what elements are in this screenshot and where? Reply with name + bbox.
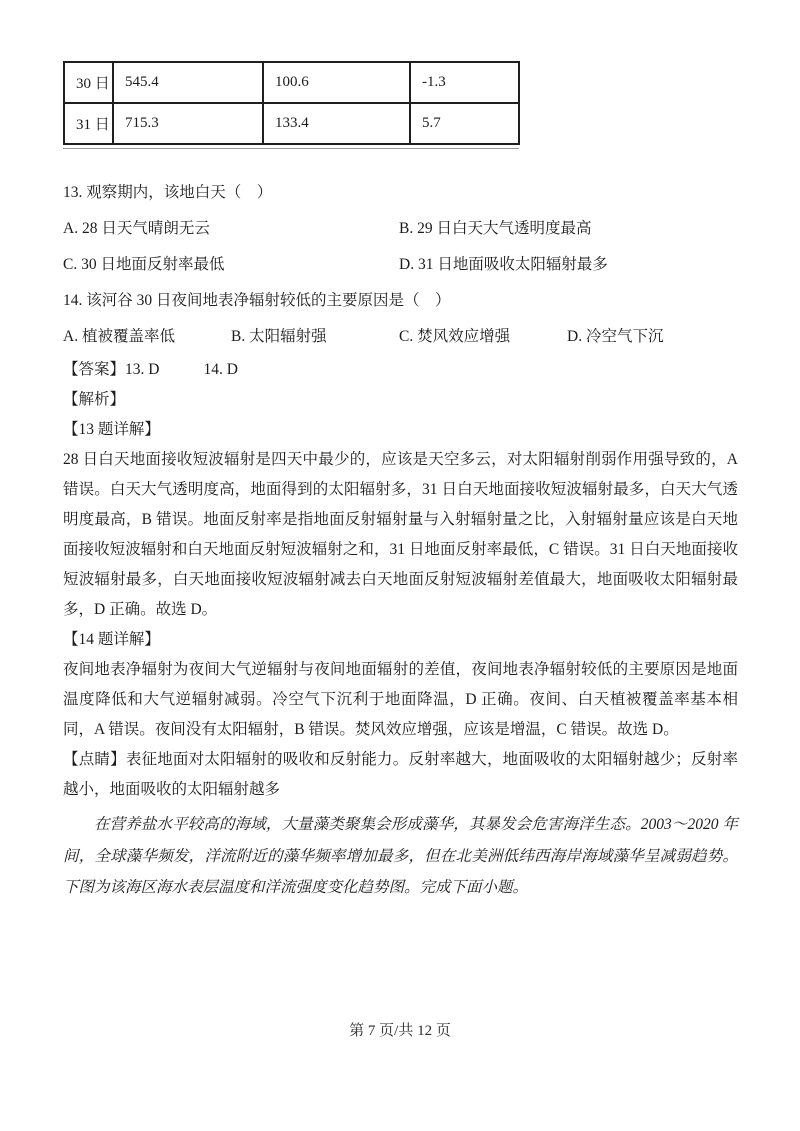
explain-14-heading: 【14 题详解】 [63, 631, 160, 648]
question-14-options-row [63, 319, 738, 355]
table-cell-value: 5.7 [410, 103, 519, 144]
question-13-option-a: A. 28 日天气晴朗无云 [63, 220, 210, 237]
question-13-options-row-2 [63, 247, 738, 283]
answer-13: 13. D [125, 361, 160, 378]
answer-line [63, 355, 738, 385]
question-14-option-c: C. 焚风效应增强 [399, 328, 511, 345]
radiation-data-table [63, 61, 520, 145]
explain-13-heading: 【13 题详解】 [63, 421, 160, 438]
question-13-stem: 13. 观察期内，该地白天（ ） [63, 184, 273, 201]
table-cell-date: 31 日 [64, 103, 113, 144]
table-cell-date: 30 日 [64, 62, 113, 103]
question-14-option-b: B. 太阳辐射强 [231, 328, 327, 345]
page-content [63, 0, 738, 904]
keypoint-paragraph [63, 745, 738, 805]
keypoint-body: 表征地面对太阳辐射的吸收和反射能力。反射率越大，地面吸收的太阳辐射越少；反射率越小，地面吸收的太阳辐射越多 [63, 751, 738, 798]
table-cell-value: -1.3 [410, 62, 519, 103]
analysis-label: 【解析】 [63, 391, 126, 408]
question-13-option-d: D. 31 日地面吸收太阳辐射最多 [399, 256, 608, 273]
question-13-options-row-1 [63, 211, 738, 247]
table-cell-value: 100.6 [263, 62, 410, 103]
question-14-option-a: A. 植被覆盖率低 [63, 328, 175, 345]
radiation-table-wrap [63, 61, 519, 149]
page-number: 第 7 页/共 12 页 [349, 1023, 451, 1039]
reading-passage: 在营养盐水平较高的海域，大量藻类聚集会形成藻华，其暴发会危害海洋生态。2003～2020 年间，全球藻华频发，洋流附近的藻华频率增加最多，但在北美洲低纬西海岸海域藻华呈减弱趋势。下图为该海区海水表层温度和洋流强度变化趋势图。完成下面小题。 [63, 816, 738, 896]
answer-14: 14. D [203, 361, 238, 378]
table-cell-value: 715.3 [113, 103, 263, 144]
question-14-option-d: D. 冷空气下沉 [567, 328, 664, 345]
explain-13-body: 28 日白天地面接收短波辐射是四天中最少的，应该是天空多云，对太阳辐射削弱作用强导致的，A 错误。白天大气透明度高，地面得到的太阳辐射多，31 日白天地面接收短波辐射最多，白天大气透明度最高，B 错误。地面反射率是指地面反射辐射量与入射辐射量之比，入射辐射量应该是白天地面接收短波辐射和白天地面反射短波辐射之和，31 日地面反射率最低，C 错误。31 日白天地面接收短波辐射最多，白天地面接收短波辐射减去白天地面反射短波辐射差值最大，地面吸收太阳辐射最多，D 正确。故选 D。 [63, 451, 738, 618]
answer-label: 【答案】 [63, 361, 126, 378]
keypoint-label: 【点睛】 [63, 751, 126, 768]
table-cell-value: 545.4 [113, 62, 263, 103]
question-14-stem: 14. 该河谷 30 日夜间地表净辐射较低的主要原因是（ ） [63, 292, 451, 309]
table-row [64, 103, 519, 144]
question-13-option-c: C. 30 日地面反射率最低 [63, 256, 225, 273]
question-13-option-b: B. 29 日白天大气透明度最高 [399, 220, 592, 237]
table-cell-value: 133.4 [263, 103, 410, 144]
table-row [64, 62, 519, 103]
explain-14-body: 夜间地表净辐射为夜间大气逆辐射与夜间地面辐射的差值，夜间地表净辐射较低的主要原因是地面温度降低和大气逆辐射减弱。冷空气下沉利于地面降温，D 正确。夜间、白天植被覆盖率基本相同，A 错误。夜间没有太阳辐射，B 错误。焚风效应增强，应该是增温，C 错误。故选 D。 [63, 661, 738, 738]
